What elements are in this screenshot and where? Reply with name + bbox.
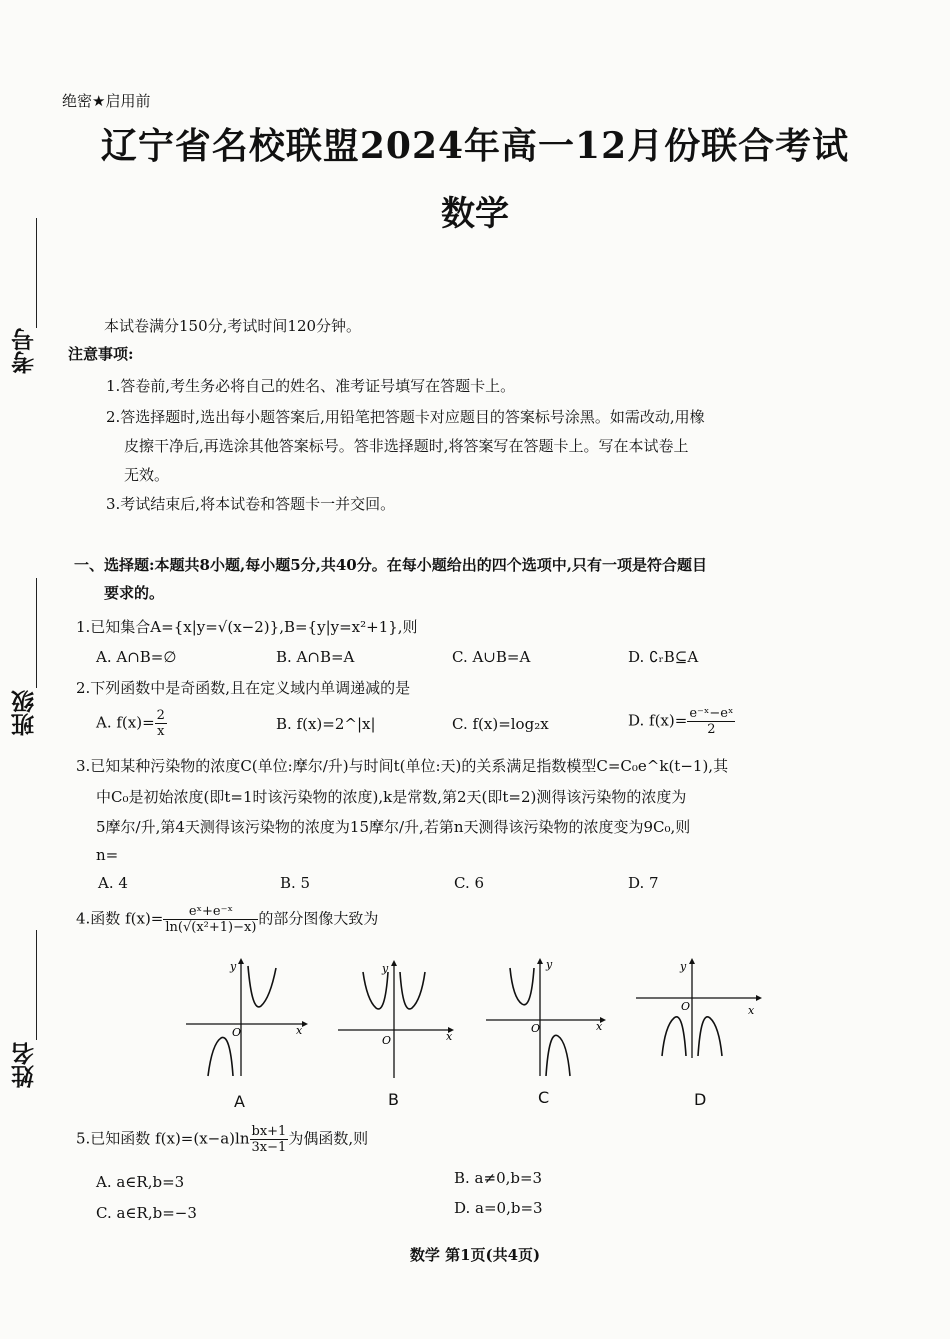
curve-left [208,1037,233,1076]
q4-num: eˣ+e⁻ˣ [163,904,258,920]
q2-option-d [628,706,735,737]
q3-option-b: B. 5 [280,874,311,892]
confidential-mark: 绝密★启用前 [62,92,151,110]
q2-d-den: 2 [707,722,716,737]
q1-option-d: D. ∁ᵣB⊆A [628,648,699,666]
curve-left [510,968,534,1005]
x-label: x [596,1020,603,1033]
q2-a-den: x [157,724,165,739]
arrow-icon [302,1021,308,1027]
graph-b [338,960,458,1084]
notice-item: 3.考试结束后,将本试卷和答题卡一并交回。 [106,495,396,513]
curve-right [400,972,425,1009]
y-label: y [546,958,553,971]
origin-label: O [681,1000,691,1013]
arrow-icon [756,995,762,1001]
notice-item: 皮擦干净后,再选涂其他答案标号。答非选择题时,将答案写在答题卡上。写在本试卷上 [124,437,689,455]
q1-option-c: C. A∪B=A [452,648,531,666]
curve-right [248,966,276,1007]
origin-label: O [382,1034,392,1047]
x-label: x [748,1004,755,1017]
q2-option-b: B. f(x)=2^|x| [276,715,376,733]
graph-d [636,958,766,1072]
q4-den: ln(√(x²+1)−x) [165,920,257,935]
x-label: x [296,1024,303,1037]
score-time: 本试卷满分150分,考试时间120分钟。 [104,317,362,335]
q4-stem-prefix: 4.函数 f(x)= [76,909,164,928]
curve-left [662,1017,686,1056]
q2-a-num: 2 [156,708,165,723]
q5-option-d: D. a=0,b=3 [454,1199,543,1217]
q3-line: 5摩尔/升,第4天测得该污染物的浓度为15摩尔/升,若第n天测得该污染物的浓度变为9C₀,则 [96,818,691,836]
notice-item: 无效。 [124,466,170,484]
q3-option-d: D. 7 [628,874,659,892]
arrow-icon [537,958,543,964]
graph-d-label: D [694,1090,707,1109]
origin-label: O [232,1026,242,1039]
q5-stem-suffix: 为偶函数,则 [288,1129,369,1148]
q2-option-a [96,708,167,739]
y-label: y [382,962,389,975]
q1-option-b: B. A∩B=A [276,648,355,666]
graph-b-label: B [388,1090,399,1109]
side-class: 班级 [12,690,38,736]
arrow-icon [689,958,695,964]
notice-item: 2.答选择题时,选出每小题答案后,用铅笔把答题卡对应题目的答案标号涂黑。如需改动,用橡 [106,408,705,426]
y-label: y [680,960,687,973]
q4-stem [76,904,378,935]
q3-line: 中C₀是初始浓度(即t=1时该污染物的浓度),k是常数,第2天(即t=2)测得该污染物的浓度为 [96,788,687,806]
exam-title: 辽宁省名校联盟2024年高一12月份联合考试 [100,125,850,167]
q5-num: bx+1 [251,1124,287,1139]
q1-stem: 1.已知集合A={x|y=√(x−2)},B={y|y=x²+1},则 [76,618,418,636]
side-exam-no: 考号 [12,328,38,374]
q1-option-a: A. A∩B=∅ [96,648,177,666]
subject-title: 数学 [441,194,509,234]
q5-stem [76,1124,368,1155]
side-name: 姓名 [12,1042,38,1088]
section-heading: 一、选择题:本题共8小题,每小题5分,共40分。在每小题给出的四个选项中,只有一项是符合题目 [74,556,707,574]
q5-den: 3x−1 [251,1140,287,1155]
q3-option-a: A. 4 [98,874,128,892]
q3-line: 3.已知某种污染物的浓度C(单位:摩尔/升)与时间t(单位:天)的关系满足指数模型C=C₀e^k(t−1),其 [76,757,729,775]
y-label: y [230,960,237,973]
arrow-icon [238,958,244,964]
name-line [36,930,37,1040]
notice-title: 注意事项: [68,345,134,363]
curve-right [698,1017,722,1056]
q2-d-num: e⁻ˣ−eˣ [689,706,734,721]
x-label: x [446,1030,453,1043]
section-heading-cont: 要求的。 [104,584,165,602]
graph-a [186,958,306,1082]
graph-c [486,958,606,1082]
curve-left [363,972,388,1009]
q3-line: n= [96,846,119,864]
exam-no-line [36,218,37,328]
q2-option-c: C. f(x)=log₂x [452,715,549,733]
arrow-icon [391,960,397,966]
q4-stem-suffix: 的部分图像大致为 [258,909,379,928]
q5-stem-prefix: 5.已知函数 f(x)=(x−a)ln [76,1129,250,1148]
q5-option-c: C. a∈R,b=−3 [96,1204,197,1222]
q3-option-c: C. 6 [454,874,485,892]
notice-item: 1.答卷前,考生务必将自己的姓名、准考证号填写在答题卡上。 [106,377,516,395]
q2-a-prefix: A. f(x)= [96,713,155,732]
q5-option-b: B. a≠0,b=3 [454,1169,543,1187]
q2-d-prefix: D. f(x)= [628,711,688,730]
q2-stem: 2.下列函数中是奇函数,且在定义域内单调递减的是 [76,679,411,697]
curve-right [546,1035,570,1076]
page-footer: 数学 第1页(共4页) [409,1246,541,1264]
graph-c-label: C [538,1088,550,1107]
origin-label: O [531,1022,541,1035]
class-line [36,578,37,688]
graph-a-label: A [234,1092,245,1111]
q5-option-a: A. a∈R,b=3 [96,1173,185,1191]
